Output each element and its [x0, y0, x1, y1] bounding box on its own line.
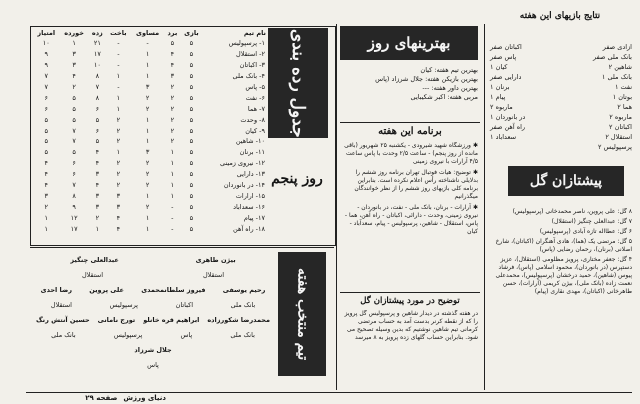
- standings-row: [33, 82, 267, 93]
- standings-cell-l: ۲: [116, 115, 121, 124]
- standings-row: [33, 223, 267, 234]
- standings-cell-pts: ۶: [44, 93, 49, 102]
- standings-cell-d: ۱: [145, 213, 150, 222]
- standings-cell-team: ۱۸- راه آهن: [233, 224, 265, 233]
- result-away: پاس صفر: [490, 53, 517, 61]
- team-week-club: بانک ملی: [230, 301, 256, 309]
- result-row: [490, 52, 632, 62]
- result-home: هما ۲: [617, 103, 632, 111]
- standings-cell-g: ۵: [189, 83, 194, 91]
- standings-cell-pts: ۶: [44, 104, 49, 113]
- standings-cell-l: ۱: [116, 93, 121, 102]
- standings-cell-team: ۱- پرسپولیس: [228, 39, 265, 48]
- standings-row: [33, 158, 267, 169]
- standings-row: [33, 190, 267, 201]
- standings-cell-w: ۱: [170, 159, 175, 168]
- standings-row: [33, 60, 267, 71]
- team-week-club: پرسپولیس: [109, 301, 138, 309]
- standings-cell-gf: ۸: [95, 93, 100, 102]
- team-week-club: پرسپولیس: [113, 331, 143, 339]
- scorers-title: پیشتازان گل: [529, 173, 603, 189]
- scorers-title-bar: [508, 166, 624, 196]
- team-week-row: [32, 313, 274, 328]
- standings-cell-team: ۴- بانک ملی: [232, 72, 265, 81]
- scorer-line: ۷ گل: عبدالعلی چنگیز (استقلال): [551, 218, 632, 225]
- standings-cell-d: -: [146, 39, 149, 48]
- standings-cell-w: ۲: [170, 83, 175, 91]
- standings-cell-g: ۵: [189, 213, 194, 222]
- standings-cell-gf: ۲۱: [93, 39, 101, 48]
- standings-cell-g: ۵: [189, 181, 194, 190]
- standings-cell-pts: ۴: [44, 181, 49, 190]
- standings-cell-d: ۳: [145, 148, 150, 157]
- standings-cell-pts: ۷: [44, 72, 49, 81]
- result-home: استقلال ۲: [605, 133, 632, 141]
- scorer-note-body: در هفته گذشته در دیدار شاهین و پرسپولیس گل پرویز را که از نقطه کرنر بدست آمد به حساب مرتضی کرمانی تیم شاهین نوشتیم که بدین وسیله تصحیح می شود. بنابراین حساب گلهای زده پرویز به ۸ میرسد: [344, 310, 478, 341]
- standings-cell-l: ۲: [116, 137, 121, 146]
- result-row: [490, 42, 632, 52]
- round-label: [268, 170, 326, 188]
- standings-cell-team: ۱۱- برنان: [239, 148, 265, 157]
- standings-cell-l: ۱: [116, 104, 121, 113]
- standings-cell-g: ۵: [189, 104, 194, 113]
- star-icon: ✱: [470, 204, 478, 211]
- standings-cell-ga: ۵: [72, 115, 76, 124]
- standings-cell-team: ۷- هما: [247, 104, 265, 113]
- standings-cell-gf: ۴: [95, 159, 100, 168]
- team-week-club: بانک ملی: [230, 331, 255, 339]
- team-week-player: رحیم یوسفی: [222, 286, 266, 294]
- team-week-title-text: تیم منتخب هفته: [294, 267, 311, 361]
- result-away: پیام ۱: [490, 93, 506, 101]
- standings-cell-g: ۵: [189, 148, 194, 157]
- standings-cell-ga: ۴: [72, 72, 76, 81]
- standings-cell-w: ۵: [170, 39, 175, 48]
- team-week-club: پاس: [180, 331, 193, 339]
- standings-cell-d: ۱: [145, 115, 150, 124]
- team-week-row: [32, 283, 274, 298]
- standings-cell-g: ۵: [189, 115, 194, 124]
- standings-cell-d: ۳: [145, 83, 150, 91]
- standings-cell-l: ۳: [116, 202, 121, 211]
- standings-cell-w: -: [171, 224, 174, 233]
- standings-cell-pts: ۵: [44, 148, 49, 157]
- standings-cell-team: ۲- استقلال: [235, 50, 265, 59]
- standings-cell-ga: ۷: [72, 181, 76, 190]
- result-away: در بانوردان ۱: [490, 113, 526, 121]
- standings-cell-team: ۱۷- پیام: [243, 213, 265, 222]
- standings-cell-team: ۹- کیان: [245, 126, 265, 135]
- standings-cell-gf: ۳: [95, 191, 100, 200]
- standings-cell-gf: ۷: [95, 83, 100, 91]
- team-week-player: عبدالعلی چنگیز: [70, 256, 119, 264]
- standings-cell-d: ۱: [145, 126, 150, 135]
- round-label-text: روز پنجم: [271, 171, 323, 187]
- team-week-player: حسین آنتش رنگ: [36, 316, 90, 324]
- program-item: ✱ آرارات - برنان، بانک ملی - نفت، در بانوردان - نیروی زمینی، وحدت - دارائی، اکباتان - راه آهن، هما - پاس، استقلال - شاهین، پرسپولیس - پیام، سعدآباد - کیان: [344, 204, 478, 235]
- standings-cell-w: ۲: [170, 104, 175, 113]
- standings-cell-d: ۱: [145, 61, 150, 70]
- standings-cell-team: ۱۲- نیروی زمینی: [219, 159, 265, 168]
- standings-row: [33, 169, 267, 180]
- col-won: برد: [167, 29, 178, 37]
- team-week-club: پاس: [147, 361, 159, 369]
- standings-cell-l: ۳: [116, 191, 121, 200]
- standings-cell-w: -: [171, 213, 174, 222]
- standings-cell-gf: ۸: [95, 72, 100, 81]
- result-home: ازادی صفر: [602, 43, 632, 51]
- star-icon: ✱: [470, 142, 478, 149]
- col-ga: خورده: [64, 29, 84, 37]
- standings-cell-d: ۱: [145, 72, 150, 81]
- result-away: ماربوه ۲: [490, 103, 513, 111]
- best-line: مربی هفته: اکبر شکیبایی: [410, 93, 478, 101]
- standings-cell-d: ۲: [145, 104, 150, 113]
- standings-cell-gf: ۱۰: [93, 61, 101, 70]
- team-week-grid: [32, 253, 274, 377]
- standings-cell-g: ۵: [189, 72, 194, 81]
- result-home: ماربوه ۲: [609, 113, 632, 121]
- standings-cell-g: ۵: [189, 39, 194, 48]
- standings-table-wrap: [33, 28, 267, 242]
- standings-header-row: [33, 28, 267, 38]
- standings-cell-team: ۵- پاس: [245, 83, 265, 91]
- standings-cell-team: ۱۰- شاهین: [235, 137, 265, 146]
- standings-cell-w: ۲: [170, 137, 175, 146]
- result-row: [490, 132, 632, 142]
- standings-cell-g: ۵: [189, 126, 194, 135]
- star-icon: ✱: [470, 169, 478, 176]
- result-row: [490, 102, 632, 112]
- standings-title: [268, 28, 328, 138]
- result-row: [490, 62, 632, 72]
- best-title-bar: [340, 26, 478, 60]
- standings-cell-gf: ۴: [95, 148, 100, 157]
- team-week-club: بانک ملی: [51, 331, 76, 339]
- standings-cell-gf: ۲: [95, 213, 100, 222]
- col-played: بازی: [184, 29, 199, 37]
- result-away: راه آهن صفر: [490, 123, 526, 131]
- standings-cell-team: ۳- اکباتان: [239, 61, 265, 70]
- team-week-club: استقلال: [50, 301, 72, 309]
- scorers-body: [488, 208, 632, 390]
- standings-cell-ga: ۵: [72, 148, 76, 157]
- standings-cell-team: ۶- نفت: [245, 93, 265, 102]
- result-row: [490, 92, 632, 102]
- standings-row: [33, 103, 267, 114]
- best-title: بهترینهای روز: [367, 34, 451, 52]
- footer: [26, 393, 166, 404]
- results-list: [490, 42, 632, 152]
- col-gf: زده: [91, 29, 103, 37]
- standings-cell-l: ۱: [116, 148, 121, 157]
- standings-cell-l: ۴: [116, 213, 121, 222]
- result-home: پرسپولیس ۲: [598, 143, 632, 151]
- standings-cell-pts: ۱: [44, 213, 49, 222]
- col-sep-1: [336, 24, 337, 390]
- standings-cell-pts: ۴: [44, 170, 49, 179]
- standings-cell-l: ۱: [116, 72, 121, 81]
- result-home: اکباتان ۲: [609, 123, 632, 131]
- standings-cell-d: ۲: [145, 181, 150, 190]
- standings-cell-w: ۲: [170, 93, 175, 102]
- team-week-row: [32, 253, 274, 268]
- standings-cell-pts: ۵: [44, 115, 49, 124]
- standings-cell-w: ۲: [170, 115, 175, 124]
- standings-cell-team: ۸- وحدت: [240, 115, 265, 124]
- standings-row: [33, 201, 267, 212]
- program-item: ✱ توضیح: هیات فوتبال تهران برنامه روز ششم را بدلایلی ناشناخته رأس اعلام نکرده است. بنابراین برنامه کلی بازیهای روز ششم را از نظر خوانندگان میگذرانیم: [354, 169, 478, 200]
- team-week-club: اکباتان: [175, 301, 194, 309]
- standings-cell-w: ۳: [170, 72, 175, 81]
- standings-row: [33, 49, 267, 60]
- standings-cell-gf: ۱: [95, 224, 100, 233]
- results-title: نتایج بازیهای این هفته: [519, 11, 601, 21]
- standings-cell-team: ۱۶- سعداباد: [233, 202, 265, 211]
- scorer-note-title: توضیح در مورد پیشتازان گل: [360, 296, 460, 306]
- standings-cell-ga: ۶: [72, 170, 76, 179]
- standings-cell-team: ۱۳- دارایی: [236, 170, 265, 179]
- standings-cell-gf: ۳: [95, 170, 100, 179]
- divider-left-mid: [30, 247, 334, 248]
- standings-cell-gf: ۶: [95, 126, 100, 135]
- standings-cell-ga: ۷: [72, 137, 76, 146]
- standings-cell-g: ۵: [189, 61, 194, 70]
- standings-cell-ga: ۱۷: [70, 224, 78, 233]
- result-row: [490, 122, 632, 132]
- standings-cell-l: ۲: [116, 170, 121, 179]
- result-away: کیان ۱: [490, 63, 508, 71]
- footer-page: صفحه ۲۹: [85, 394, 118, 402]
- col-sep-2: [484, 24, 485, 390]
- standings-cell-gf: ۶: [95, 104, 100, 113]
- team-week-club: استقلال: [81, 271, 104, 279]
- standings-cell-g: ۵: [189, 202, 194, 211]
- standings-cell-l: ۲: [116, 181, 121, 190]
- result-home: نفت ۱: [614, 83, 632, 91]
- standings-cell-team: ۱۵- ارارات: [235, 191, 265, 200]
- standings-cell-d: ۲: [145, 159, 150, 168]
- standings-cell-d: ۲: [145, 170, 150, 179]
- standings-table: [33, 28, 267, 234]
- standings-cell-d: ۲: [145, 202, 150, 211]
- col-points: امتیاز: [37, 29, 56, 37]
- standings-cell-gf: ۳: [95, 202, 100, 211]
- standings-cell-l: -: [117, 50, 120, 59]
- team-week-player: فیروز سلطانمحمدی: [141, 286, 206, 294]
- standings-cell-w: ۱: [170, 181, 175, 190]
- standings-row: [33, 92, 267, 103]
- result-row: [490, 112, 632, 122]
- result-home: شاهین ۲: [608, 63, 632, 71]
- team-week-player: رضا احدی: [40, 286, 72, 294]
- team-week-row: [32, 343, 274, 358]
- standings-cell-ga: ۱۲: [70, 213, 78, 222]
- team-week-title: [278, 252, 326, 376]
- team-week-player: تورج نامانی: [97, 316, 136, 324]
- col-lost: باخت: [110, 29, 127, 37]
- program-title: برنامه این هفته: [378, 126, 442, 137]
- standings-cell-l: -: [117, 61, 120, 70]
- standings-row: [33, 212, 267, 223]
- best-line: بهترین تیم هفته: کیان: [420, 66, 478, 74]
- result-away: برنان ۱: [490, 83, 510, 91]
- result-home: بانک ملی ۱: [601, 73, 632, 81]
- standings-cell-ga: ۵: [72, 104, 76, 113]
- scorer-line: ۵ گل: مرتضی یک (هما)، هادی آهنگران (اکباتان)، شارخ اصلانی (برنان)، رحمان رضایی (پاس): [495, 238, 632, 253]
- standings-cell-ga: ۷: [72, 126, 76, 135]
- best-list: [342, 66, 478, 102]
- standings-cell-l: ۲: [116, 126, 121, 135]
- standings-row: [33, 71, 267, 82]
- team-week-row: [32, 298, 274, 313]
- standings-cell-d: ۱: [145, 50, 150, 59]
- standings-title-text: جدول رده بندی: [288, 28, 308, 138]
- standings-cell-pts: ۹: [44, 61, 49, 70]
- standings-cell-pts: ۹: [44, 50, 49, 59]
- standings-cell-d: ۲: [145, 93, 150, 102]
- standings-row: [33, 136, 267, 147]
- standings-row: [33, 147, 267, 158]
- team-week-player: محمدرضا شکورزاده: [207, 316, 271, 324]
- standings-cell-ga: ۳: [72, 61, 76, 70]
- standings-cell-d: ۱: [145, 191, 150, 200]
- standings-cell-ga: ۹: [72, 202, 76, 211]
- result-home: بوتان ۱: [612, 93, 632, 101]
- standings-cell-d: ۱: [145, 224, 150, 233]
- result-row: [490, 82, 632, 92]
- standings-cell-w: ۴: [170, 61, 175, 70]
- scorer-line: ۴ گل: جعفر مختاری، پرویز مظلومی (استقلال)، عزیز دستپرس (در بانوردان)، محمود اسلامی (پاس)، فرشاد پیوس (شاهین)، حمید درخشان (پرسپولیس)، محمدعلی نعمت زاده (بانک ملی)، بیژن کریمی (آرارات)، حسن طاهرخانی (اکباتان)، مهدی نقاری (پیام): [495, 256, 632, 295]
- standings-cell-gf: ۴: [95, 181, 100, 190]
- team-week-player: ابراهیم قره خانلو: [143, 316, 200, 324]
- best-line: بهترین بازیکن هفته: جلال شرزاد (پاس: [375, 75, 478, 83]
- team-week-row: [32, 358, 274, 373]
- standings-cell-w: ۱: [170, 148, 175, 157]
- standings-cell-ga: ۲: [72, 83, 76, 91]
- standings-row: [33, 180, 267, 191]
- standings-cell-pts: ۴: [44, 159, 49, 168]
- standings-cell-w: ۴: [170, 50, 175, 59]
- result-away: سعداباد ۱: [490, 133, 517, 141]
- standings-cell-g: ۵: [189, 93, 194, 102]
- standings-cell-d: ۱: [145, 137, 150, 146]
- team-week-player: جلال شرزاد: [134, 346, 172, 354]
- standings-cell-ga: ۸: [72, 191, 76, 200]
- col-team: نام تیم: [243, 29, 266, 37]
- standings-cell-pts: ۵: [44, 126, 49, 135]
- standings-cell-pts: ۱۰: [42, 39, 50, 48]
- standings-cell-pts: ۷: [44, 83, 49, 91]
- standings-cell-ga: ۶: [72, 159, 76, 168]
- standings-cell-ga: ۱: [72, 39, 76, 48]
- col-drawn: مساوی: [136, 29, 160, 37]
- standings-cell-w: ۱: [170, 191, 175, 200]
- standings-row: [33, 125, 267, 136]
- standings-row: [33, 38, 267, 49]
- standings-cell-team: ۱۴- در بانوردان: [223, 181, 265, 190]
- standings-cell-pts: ۳: [44, 191, 49, 200]
- standings-cell-gf: ۵: [95, 115, 100, 124]
- standings-cell-ga: ۵: [72, 93, 76, 102]
- standings-cell-pts: ۱: [44, 224, 49, 233]
- best-line: بهترین داور هفته: ---: [422, 84, 478, 92]
- standings-cell-l: ۲: [116, 159, 121, 168]
- standings-cell-g: ۵: [189, 159, 194, 168]
- standings-row: [33, 114, 267, 125]
- standings-cell-pts: ۵: [44, 137, 49, 146]
- team-week-row: [32, 268, 274, 283]
- standings-cell-g: ۵: [189, 137, 194, 146]
- standings-body: [33, 38, 267, 234]
- standings-cell-gf: ۵: [95, 137, 100, 146]
- standings-cell-l: -: [117, 83, 120, 91]
- standings-cell-pts: ۲: [44, 202, 49, 211]
- divider-mid-2: [340, 292, 480, 293]
- standings-cell-w: ۱: [170, 170, 175, 179]
- scorer-line: ۶ گل: عطااله تازه آبادی (پرسپولیس): [539, 228, 632, 235]
- program-item: ✱ ورزشگاه شهید شیرودی - یکشنبه ۲۵ شهریور (باقی مانده از روز پنجم) - ساعت ۲/۵ وحدت با پاس ساعت ۴/۵ آرارات با نیروی زمینی: [344, 142, 478, 165]
- result-home: بانک ملی صفر: [593, 53, 632, 61]
- standings-cell-w: -: [171, 202, 174, 211]
- standings-cell-g: ۵: [189, 50, 194, 59]
- program-body: [342, 142, 478, 286]
- footer-magazine: دنیای ورزش: [123, 394, 166, 402]
- team-week-row: [32, 328, 274, 343]
- standings-cell-gf: ۱۷: [93, 50, 101, 59]
- standings-cell-w: ۲: [170, 126, 175, 135]
- standings-cell-g: ۵: [189, 224, 194, 233]
- result-away: اکباتان صفر: [490, 43, 522, 51]
- standings-cell-l: -: [117, 39, 120, 48]
- result-away: دارایی صفر: [490, 73, 522, 81]
- result-row: [490, 72, 632, 82]
- team-week-player: بیژن طاهری: [195, 256, 236, 264]
- team-week-player: علی پروین: [89, 286, 124, 294]
- standings-cell-g: ۵: [189, 191, 194, 200]
- result-row: [490, 142, 632, 152]
- scorer-line: ۸ گل: علی پروین، ناصر محمدخانی (پرسپولیس): [512, 208, 632, 215]
- standings-cell-ga: ۳: [72, 50, 76, 59]
- standings-cell-g: ۵: [189, 170, 194, 179]
- team-week-club: استقلال: [202, 271, 225, 279]
- standings-cell-l: ۴: [116, 224, 121, 233]
- divider-mid-1: [340, 122, 480, 123]
